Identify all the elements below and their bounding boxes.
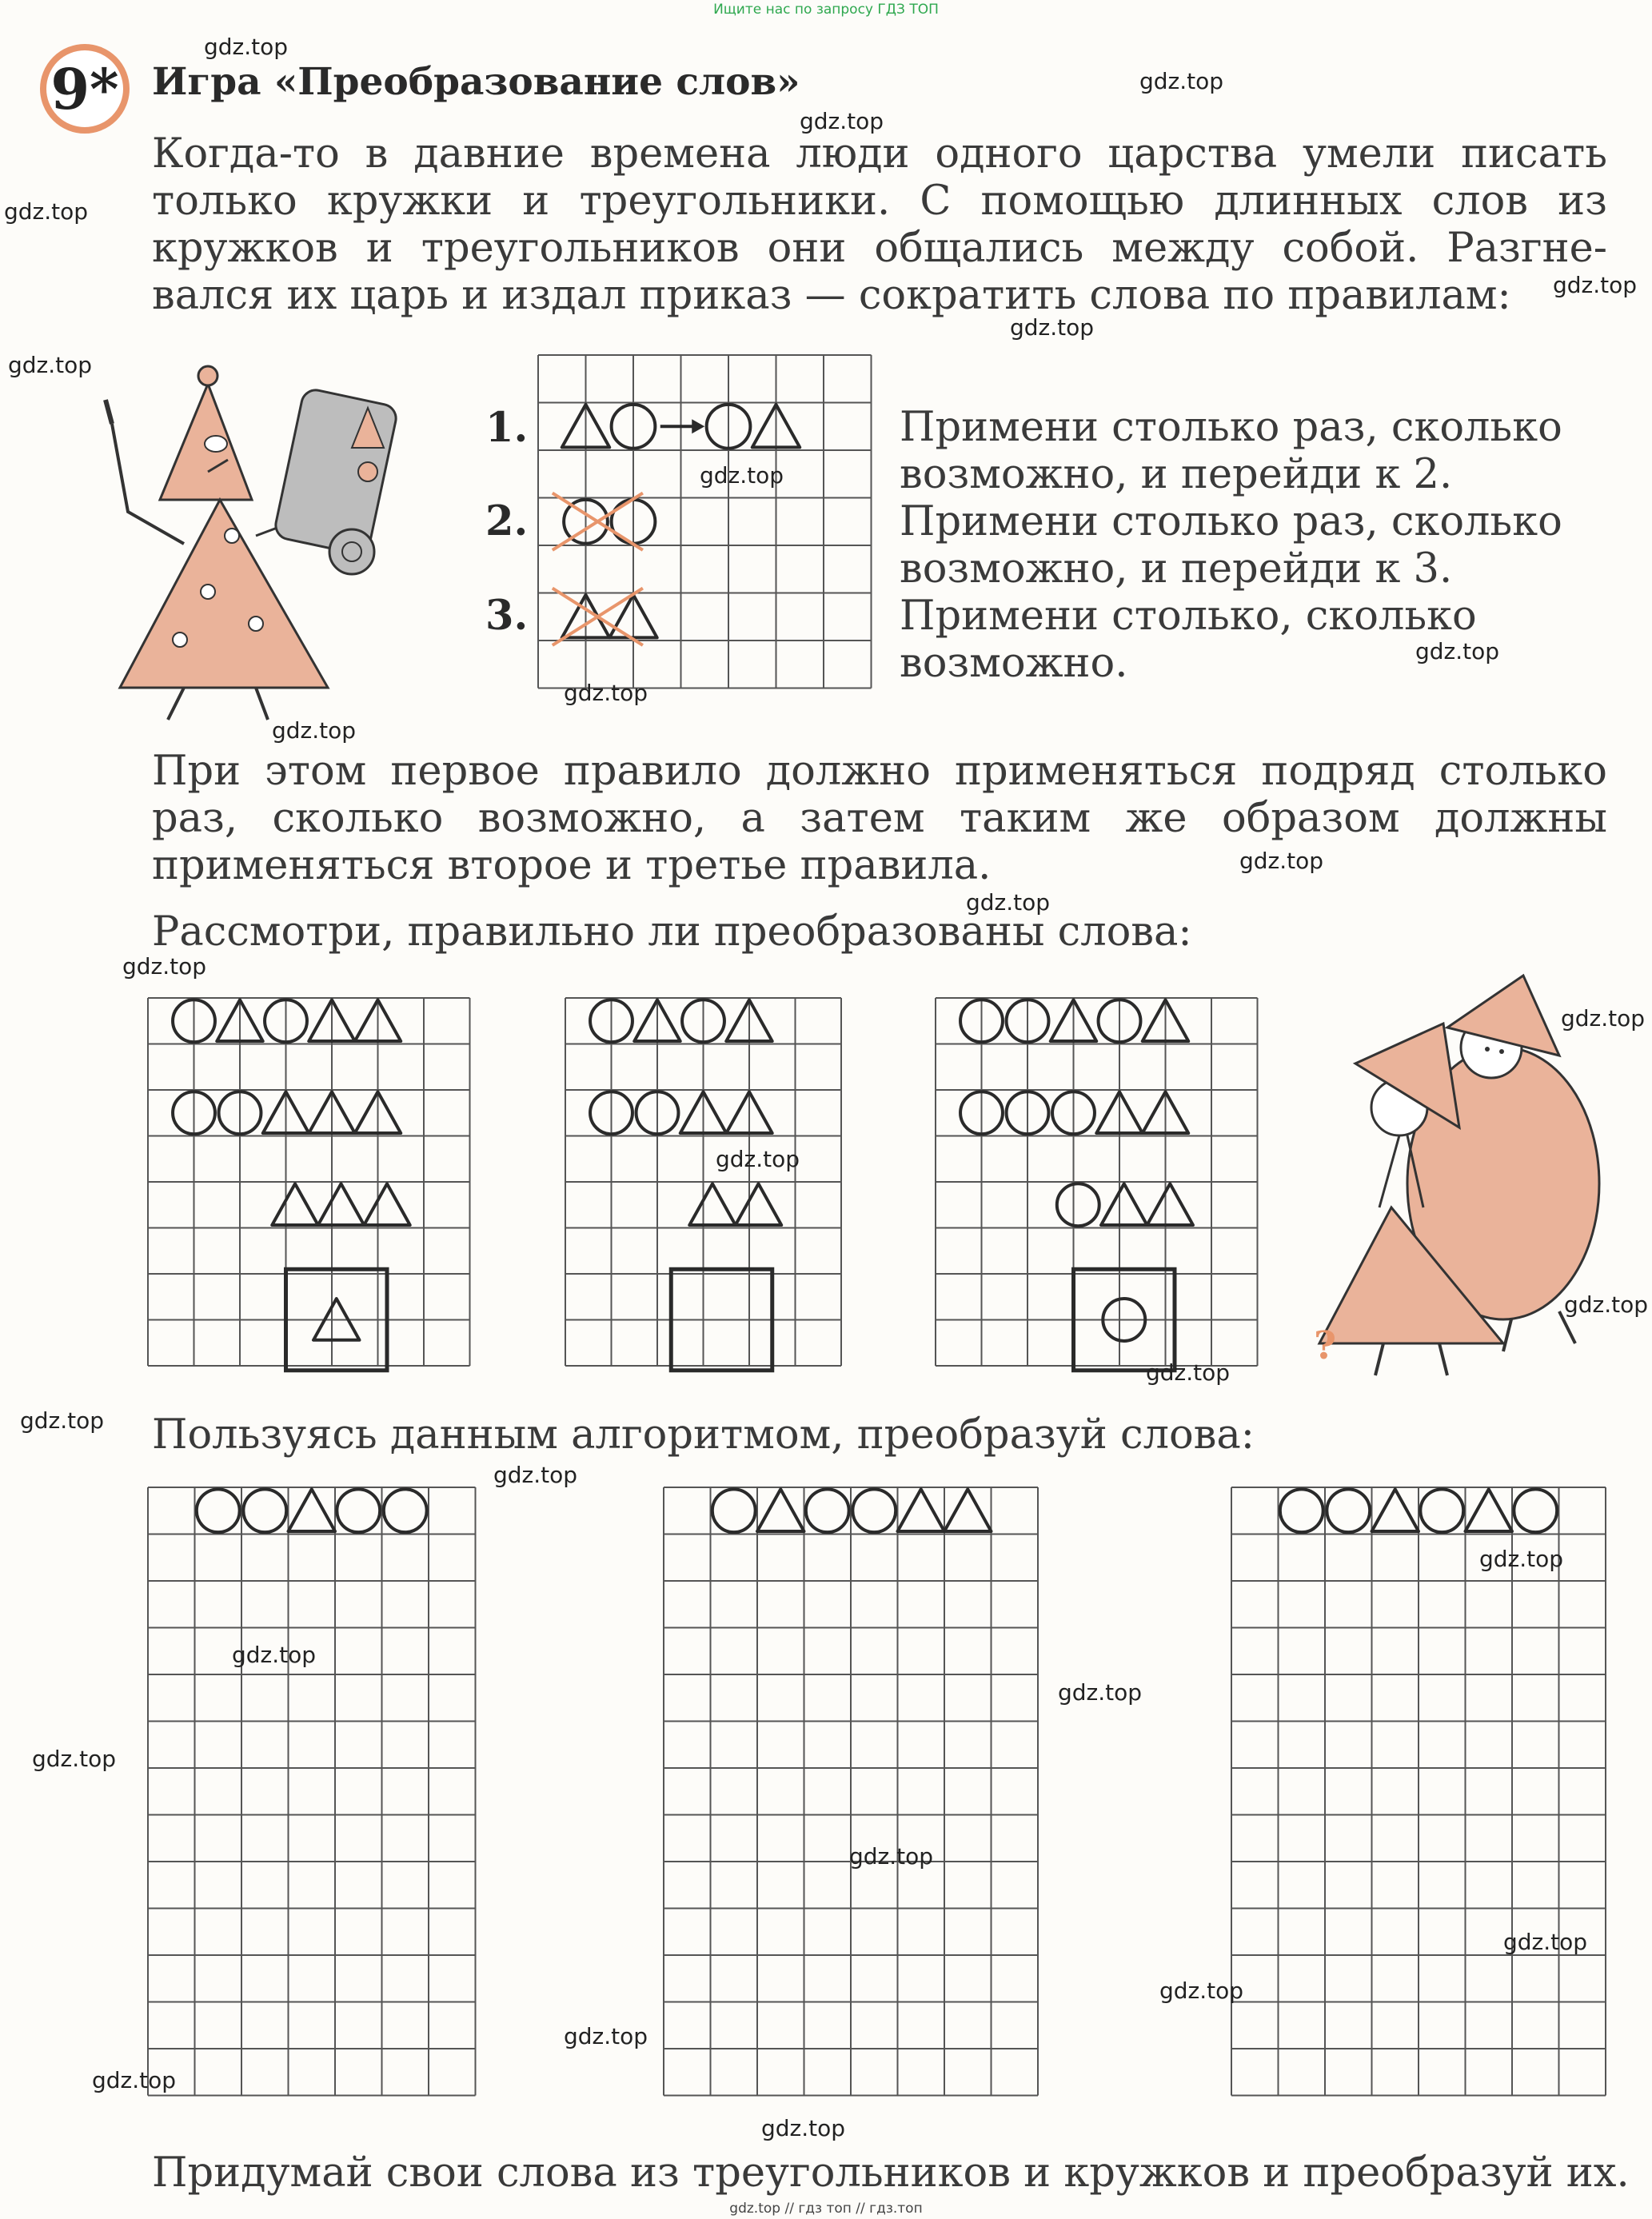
rule-2-line-1: Примени столько раз, сколько <box>900 498 1562 545</box>
triangle-shape <box>757 1489 804 1531</box>
circle-shape <box>197 1489 240 1532</box>
watermark-20: gdz.top <box>493 1462 578 1488</box>
circle-shape <box>337 1489 380 1532</box>
intro-line-1: Когда-то в давние времена люди одного царства умели писать <box>152 130 1607 178</box>
exercise-grid-2[interactable] <box>664 1487 1039 2103</box>
watermark-17: gdz.top <box>1564 1291 1649 1318</box>
circle-shape <box>806 1489 849 1532</box>
watermark-11: gdz.top <box>272 717 357 744</box>
watermark-26: gdz.top <box>1503 1929 1588 1955</box>
circle-shape <box>712 1489 756 1532</box>
example-grid-2 <box>565 998 848 1366</box>
rule-3-line-2: возможно. <box>900 640 1128 687</box>
circle-shape <box>1327 1489 1370 1532</box>
intro-line-3: кружков и треугольников они общались между собой. Разгне- <box>152 225 1607 272</box>
triangle-shape <box>272 1183 318 1225</box>
exercise-grid-1[interactable] <box>148 1487 476 2103</box>
circle-shape <box>1280 1489 1323 1532</box>
triangle-shape <box>898 1489 945 1531</box>
triangle-shape <box>1101 1183 1147 1225</box>
watermark-29: gdz.top <box>92 2067 177 2093</box>
character-king-illustration <box>88 352 456 728</box>
watermark-19: gdz.top <box>20 1407 105 1434</box>
watermark-2: gdz.top <box>1139 68 1224 94</box>
task-number: 9* <box>50 55 119 122</box>
triangle-shape <box>944 1489 992 1531</box>
watermark-15: gdz.top <box>1561 1005 1646 1032</box>
watermark-23: gdz.top <box>1058 1679 1143 1706</box>
watermark-25: gdz.top <box>849 1843 934 1870</box>
question-mark: ? <box>1314 1323 1337 1368</box>
example-grid-3 <box>936 998 1263 1366</box>
watermark-24: gdz.top <box>32 1746 117 1772</box>
note-line-3: применяться второе и третье правила. <box>152 842 992 889</box>
question-line: Рассмотри, правильно ли преобразованы слова: <box>152 908 1192 956</box>
intro-line-2: только кружки и треугольники. С помощью длинных слов из <box>152 178 1607 225</box>
watermark-3: gdz.top <box>800 108 884 134</box>
triangle-shape <box>1372 1489 1419 1531</box>
watermark-16: gdz.top <box>716 1146 800 1172</box>
triangle-shape <box>318 1183 365 1225</box>
watermark-14: gdz.top <box>122 953 207 980</box>
task-number-badge <box>40 44 130 134</box>
watermark-13: gdz.top <box>966 889 1051 916</box>
note-line-2: раз, сколько возможно, а затем таким же образом должны <box>152 795 1607 842</box>
rule-3-line-1: Примени столько, сколько <box>900 593 1477 640</box>
bottom-banner[interactable]: gdz.top // гдз топ // гдз.топ <box>729 2201 923 2217</box>
rules-grid <box>538 355 872 691</box>
watermark-21: gdz.top <box>1479 1546 1564 1572</box>
triangle-shape <box>736 1183 782 1225</box>
task-line: Пользуясь данным алгоритмом, преобразуй слова: <box>152 1411 1255 1459</box>
watermark-7: gdz.top <box>8 352 93 378</box>
rule-number-2: 2. <box>485 497 529 545</box>
rule-2-line-2: возможно, и перейди к 3. <box>900 545 1453 593</box>
watermark-28: gdz.top <box>564 2023 648 2049</box>
exercise-grid-3[interactable] <box>1231 1487 1607 2103</box>
circle-shape <box>243 1489 286 1532</box>
characters-couple-illustration <box>1303 976 1607 1359</box>
watermark-4: gdz.top <box>4 198 89 225</box>
circle-shape <box>1057 1183 1099 1226</box>
triangle-shape <box>364 1183 410 1225</box>
triangle-shape <box>1147 1183 1194 1225</box>
watermark-6: gdz.top <box>1010 314 1095 341</box>
watermark-5: gdz.top <box>1553 272 1638 298</box>
watermark-8: gdz.top <box>700 462 784 489</box>
example-grid-1 <box>148 998 476 1366</box>
triangle-shape <box>689 1183 736 1225</box>
watermark-10: gdz.top <box>564 680 648 706</box>
arrowhead-icon <box>692 419 704 433</box>
watermark-18: gdz.top <box>1146 1359 1231 1386</box>
circle-shape <box>1420 1489 1463 1532</box>
triangle-shape <box>289 1489 336 1531</box>
watermark-9: gdz.top <box>1415 638 1500 665</box>
circle-shape <box>1514 1489 1557 1532</box>
watermark-30: gdz.top <box>761 2115 846 2141</box>
rule-1-line-1: Примени столько раз, сколько <box>900 404 1562 451</box>
watermark-22: gdz.top <box>232 1642 317 1668</box>
note-line-1: При этом первое правило должно применяться подряд столько <box>152 748 1607 795</box>
circle-shape <box>384 1489 427 1532</box>
final-line: Придумай свои слова из треугольников и кружков и преобразуй их. <box>152 2149 1630 2197</box>
page-title: Игра «Преобразование слов» <box>152 60 800 104</box>
watermark-12: gdz.top <box>1239 848 1324 874</box>
intro-line-4: вался их царь и издал приказ — сократить слова по правилам: <box>152 272 1511 319</box>
circle-shape <box>852 1489 896 1532</box>
triangle-shape <box>1466 1489 1513 1531</box>
rule-1-line-2: возможно, и перейди к 2. <box>900 451 1453 498</box>
watermark-1: gdz.top <box>204 34 289 60</box>
top-banner[interactable]: Ищите нас по запросу ГДЗ ТОП <box>713 2 939 18</box>
rule-number-3: 3. <box>485 592 529 640</box>
rule-number-1: 1. <box>485 404 529 452</box>
watermark-27: gdz.top <box>1159 1978 1244 2004</box>
